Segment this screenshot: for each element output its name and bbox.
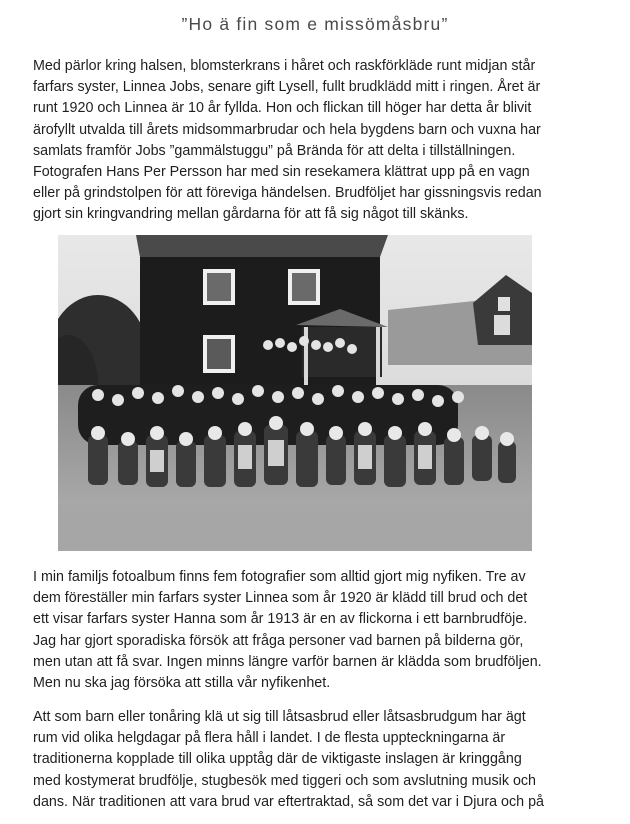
text-line: Att som barn eller tonåring klä ut sig till låtsasbrud eller låtsasbrudgum har ägt [33, 709, 526, 725]
text-line: rum vid olika helgdagar på flera håll i landet. I de flesta uppteckningarna är [33, 730, 506, 747]
text-line: I min familjs fotoalbum finns fem fotografier som alltid gjort mig nyfiken. Tre av [33, 569, 526, 585]
text-line: dem föreställer min farfars syster Linnea som år 1920 är klädd till brud och det [33, 590, 528, 607]
group-photograph [58, 235, 532, 551]
paragraph-tradition [33, 707, 598, 813]
text-line: men utan att få svar. Ingen minns längre varför barnen är klädda som brudföljen. [33, 653, 542, 670]
text-line: samlats framför Jobs ”gammälstuggu” på Brända för att delta i tillställningen. [33, 142, 516, 159]
text-line: farfars syster, Linnea Jobs, senare gift Lysell, fullt brudklädd mitt i ringen. Året är [33, 79, 541, 96]
text-line: Fotografen Hans Per Persson har med sin resekamera klättrat upp på en vagn [33, 164, 530, 181]
text-line: ett visar farfars syster Hanna som år 1913 är en av flickorna i ett barnbrudföje. [33, 611, 528, 628]
text-line: dans. När traditionen att vara brud var eftertraktad, så som det var i Djura och på [33, 793, 544, 810]
text-line: runt 1920 och Linnea är 10 år fyllda. Hon och flickan till höger har detta år blivit [33, 100, 532, 117]
text-line: gjort sin kringvandring mellan gårdarna för att få sig något till skänks. [33, 206, 469, 223]
page-title: ”Ho ä fin som e missömåsbru” [181, 14, 449, 34]
text-line: Jag har gjort sporadiska försök att fråga personer vad barnen på bilderna gör, [33, 632, 524, 649]
text-line: Med pärlor kring halsen, blomsterkrans i håret och raskförkläde runt midjan står [33, 58, 536, 74]
text-line: eller på grindstolpen för att föreviga händelsen. Brudföljet har gissningsvis redan [33, 185, 542, 202]
text-line: Men nu ska jag försöka att stilla vår nyfikenhet. [33, 675, 331, 692]
text-line: med kostymerat brudfölje, stugbesök med tiggeri och som avslutning musik och [33, 772, 537, 789]
paragraph-intro [33, 56, 598, 226]
text-line: ärofyllt utvalda till årets midsommarbrudar och hela bygdens barn och vuxna har [33, 121, 541, 138]
paragraph-family-album [33, 567, 598, 694]
text-line: traditionerna kopplade till olika upptåg där de viktigaste inslagen är kringgång [33, 751, 522, 768]
